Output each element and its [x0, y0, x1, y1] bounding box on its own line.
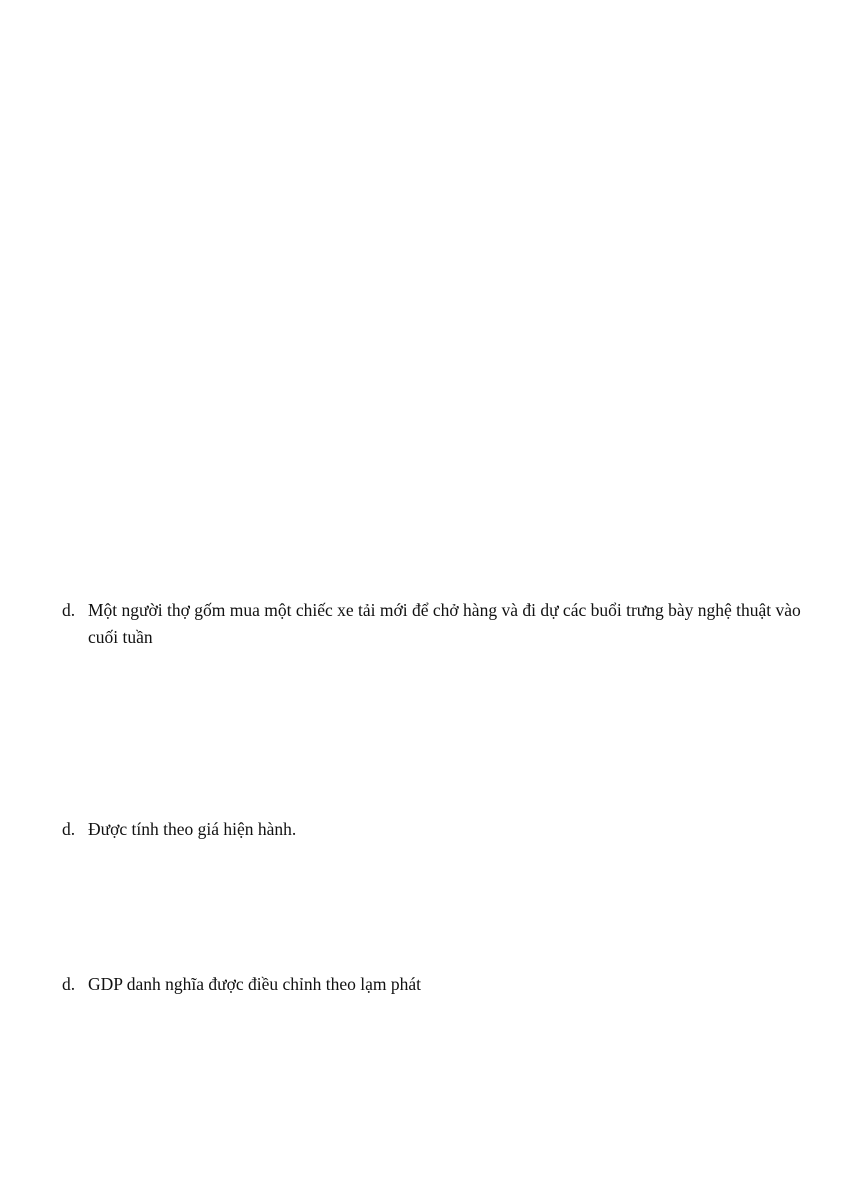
option-text: GDP danh nghĩa được điều chỉnh theo lạm phát [88, 974, 422, 994]
option-marker: d. [62, 819, 76, 839]
option-marker: d. [62, 600, 76, 620]
answer-option-d [62, 597, 812, 651]
answer-option-d [62, 816, 812, 843]
option-marker: d. [62, 974, 76, 994]
answer-option-d [62, 971, 812, 998]
option-text: Một người thợ gốm mua một chiếc xe tải mới để chở hàng và đi dự các buổi trưng bày nghệ thuật vào cuối tuần [88, 600, 801, 647]
option-text: Được tính theo giá hiện hành. [88, 819, 297, 839]
